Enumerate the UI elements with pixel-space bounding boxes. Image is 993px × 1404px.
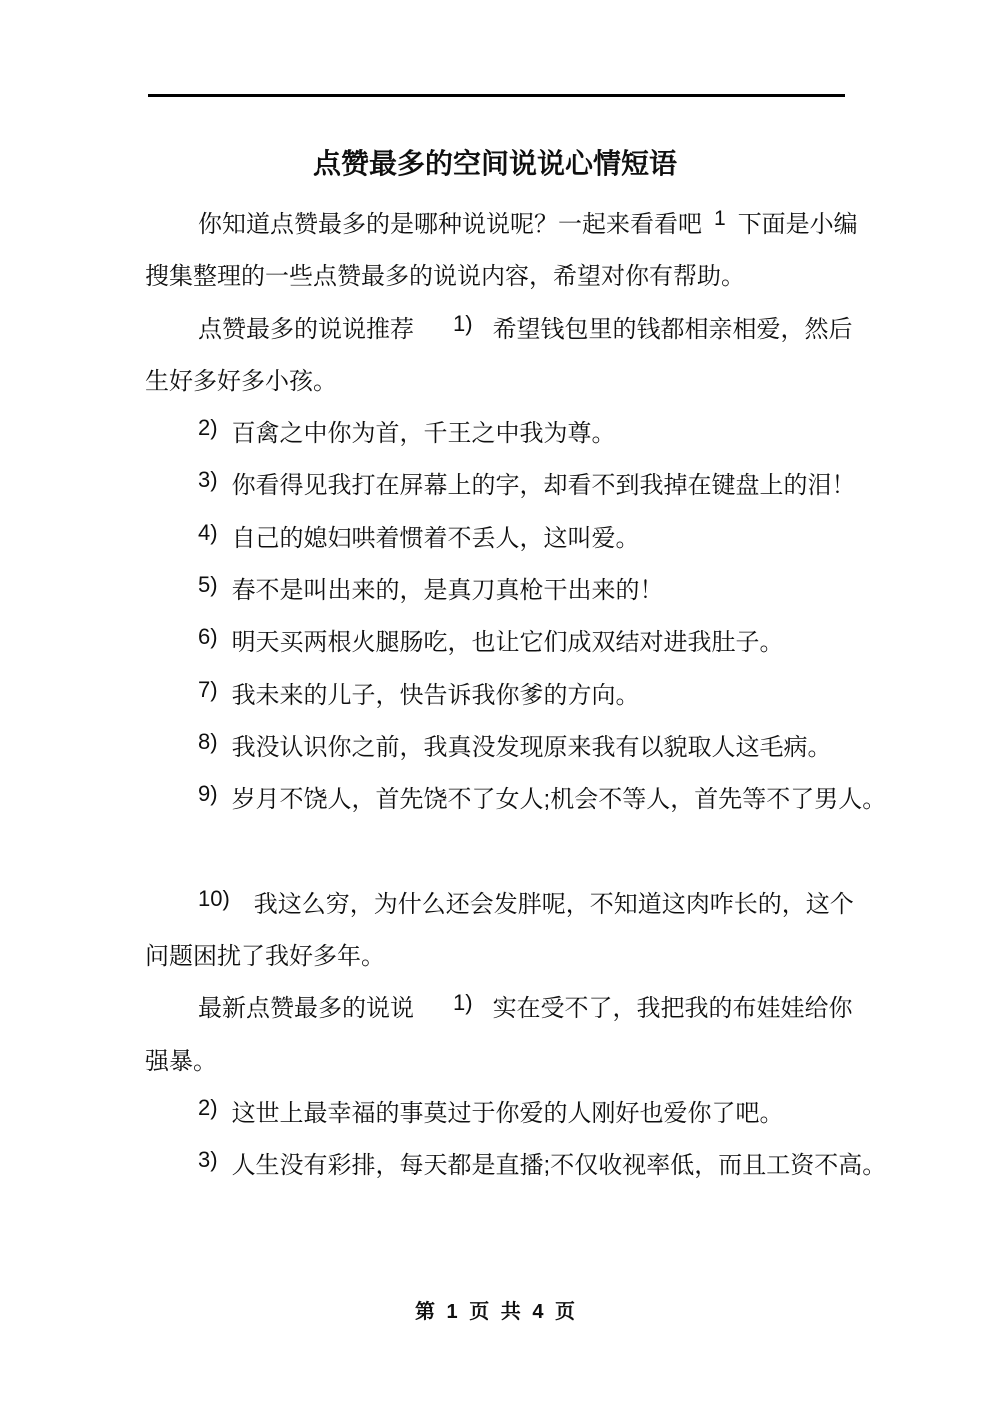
list-item-marker: 3) bbox=[198, 467, 218, 493]
list-item-marker: 1) bbox=[453, 990, 473, 1016]
paragraph-line bbox=[145, 931, 845, 983]
paragraph-line bbox=[145, 199, 858, 251]
list-item-marker: 3) bbox=[198, 1147, 218, 1173]
list-item-text: 这世上最幸福的事莫过于你爱的人刚好也爱你了吧。 bbox=[231, 1100, 784, 1128]
list-item-text: 明天买两根火腿肠吃，也让它们成双结对进我肚子。 bbox=[231, 629, 784, 657]
list-item-text: 希望钱包里的钱都相亲相爱，然后 bbox=[492, 315, 853, 343]
list-item-marker: 1) bbox=[453, 310, 473, 336]
list-item-text: 春不是叫出来的，是真刀真枪干出来的！ bbox=[231, 577, 664, 605]
intro-text-a: 你知道点赞最多的是哪种说说呢？一起来看看吧 bbox=[198, 211, 702, 238]
list-item bbox=[145, 513, 845, 565]
list-item-text: 强暴。 bbox=[145, 1047, 217, 1075]
header-rule bbox=[148, 94, 845, 97]
list-item-text: 人生没有彩排，每天都是直播;不仅收视率低，而且工资不高。 bbox=[231, 1152, 887, 1180]
list-item-text: 我没认识你之前，我真没发现原来我有以貌取人这毛病。 bbox=[231, 733, 832, 761]
list-item-marker: 10) bbox=[198, 885, 230, 911]
intro-text-b: 下面是小编 bbox=[737, 211, 858, 238]
list-item bbox=[145, 1140, 887, 1192]
intro-text-c: 搜集整理的一些点赞最多的说说内容，希望对你有帮助。 bbox=[145, 263, 745, 291]
list-item-marker: 5) bbox=[198, 572, 218, 598]
page-footer: 第 1 页 共 4 页 bbox=[414, 1301, 579, 1323]
blank-line bbox=[145, 827, 845, 879]
list-item-text: 百禽之中你为首，千王之中我为尊。 bbox=[231, 420, 616, 448]
list-item-marker: 4) bbox=[198, 519, 218, 545]
list-item bbox=[145, 879, 854, 931]
list-item-text: 生好多好多小孩。 bbox=[145, 367, 337, 395]
paragraph-line bbox=[145, 251, 845, 303]
list-item-marker: 7) bbox=[198, 676, 218, 702]
list-item bbox=[145, 565, 845, 617]
list-item-marker: 2) bbox=[198, 415, 218, 441]
list-item bbox=[145, 670, 845, 722]
list-item bbox=[145, 408, 845, 460]
list-item-text: 自己的媳妇哄着惯着不丢人，这叫爱。 bbox=[231, 524, 640, 552]
list-item-marker: 9) bbox=[198, 781, 218, 807]
list-item-text: 岁月不饶人，首先饶不了女人;机会不等人，首先等不了男人。 bbox=[231, 786, 887, 814]
list-item-marker: 8) bbox=[198, 728, 218, 754]
list-item bbox=[145, 617, 845, 669]
list-item-marker: 6) bbox=[198, 624, 218, 650]
paragraph-line bbox=[145, 356, 845, 408]
list-item bbox=[145, 722, 845, 774]
list-item-text: 你看得见我打在屏幕上的字，却看不到我掉在键盘上的泪！ bbox=[231, 472, 856, 500]
section-label: 最新点赞最多的说说 bbox=[198, 995, 414, 1023]
superscript-number: 1 bbox=[714, 207, 726, 230]
paragraph-line bbox=[145, 304, 853, 356]
list-item-text: 问题困扰了我好多年。 bbox=[145, 943, 385, 971]
list-item-text: 我未来的儿子，快告诉我你爹的方向。 bbox=[231, 681, 640, 709]
list-item bbox=[145, 774, 887, 826]
list-item-text: 我这么穷，为什么还会发胖呢，不知道这肉咋长的，这个 bbox=[253, 890, 854, 918]
paragraph-line bbox=[145, 1036, 845, 1088]
list-item bbox=[145, 1088, 845, 1140]
list-item-marker: 2) bbox=[198, 1095, 218, 1121]
paragraph-line bbox=[145, 983, 853, 1035]
document-body bbox=[145, 199, 887, 1193]
page-title: 点赞最多的空间说说心情短语 bbox=[312, 147, 677, 179]
section-label: 点赞最多的说说推荐 bbox=[198, 315, 414, 343]
list-item-text: 实在受不了，我把我的布娃娃给你 bbox=[492, 995, 853, 1023]
list-item bbox=[145, 460, 856, 512]
